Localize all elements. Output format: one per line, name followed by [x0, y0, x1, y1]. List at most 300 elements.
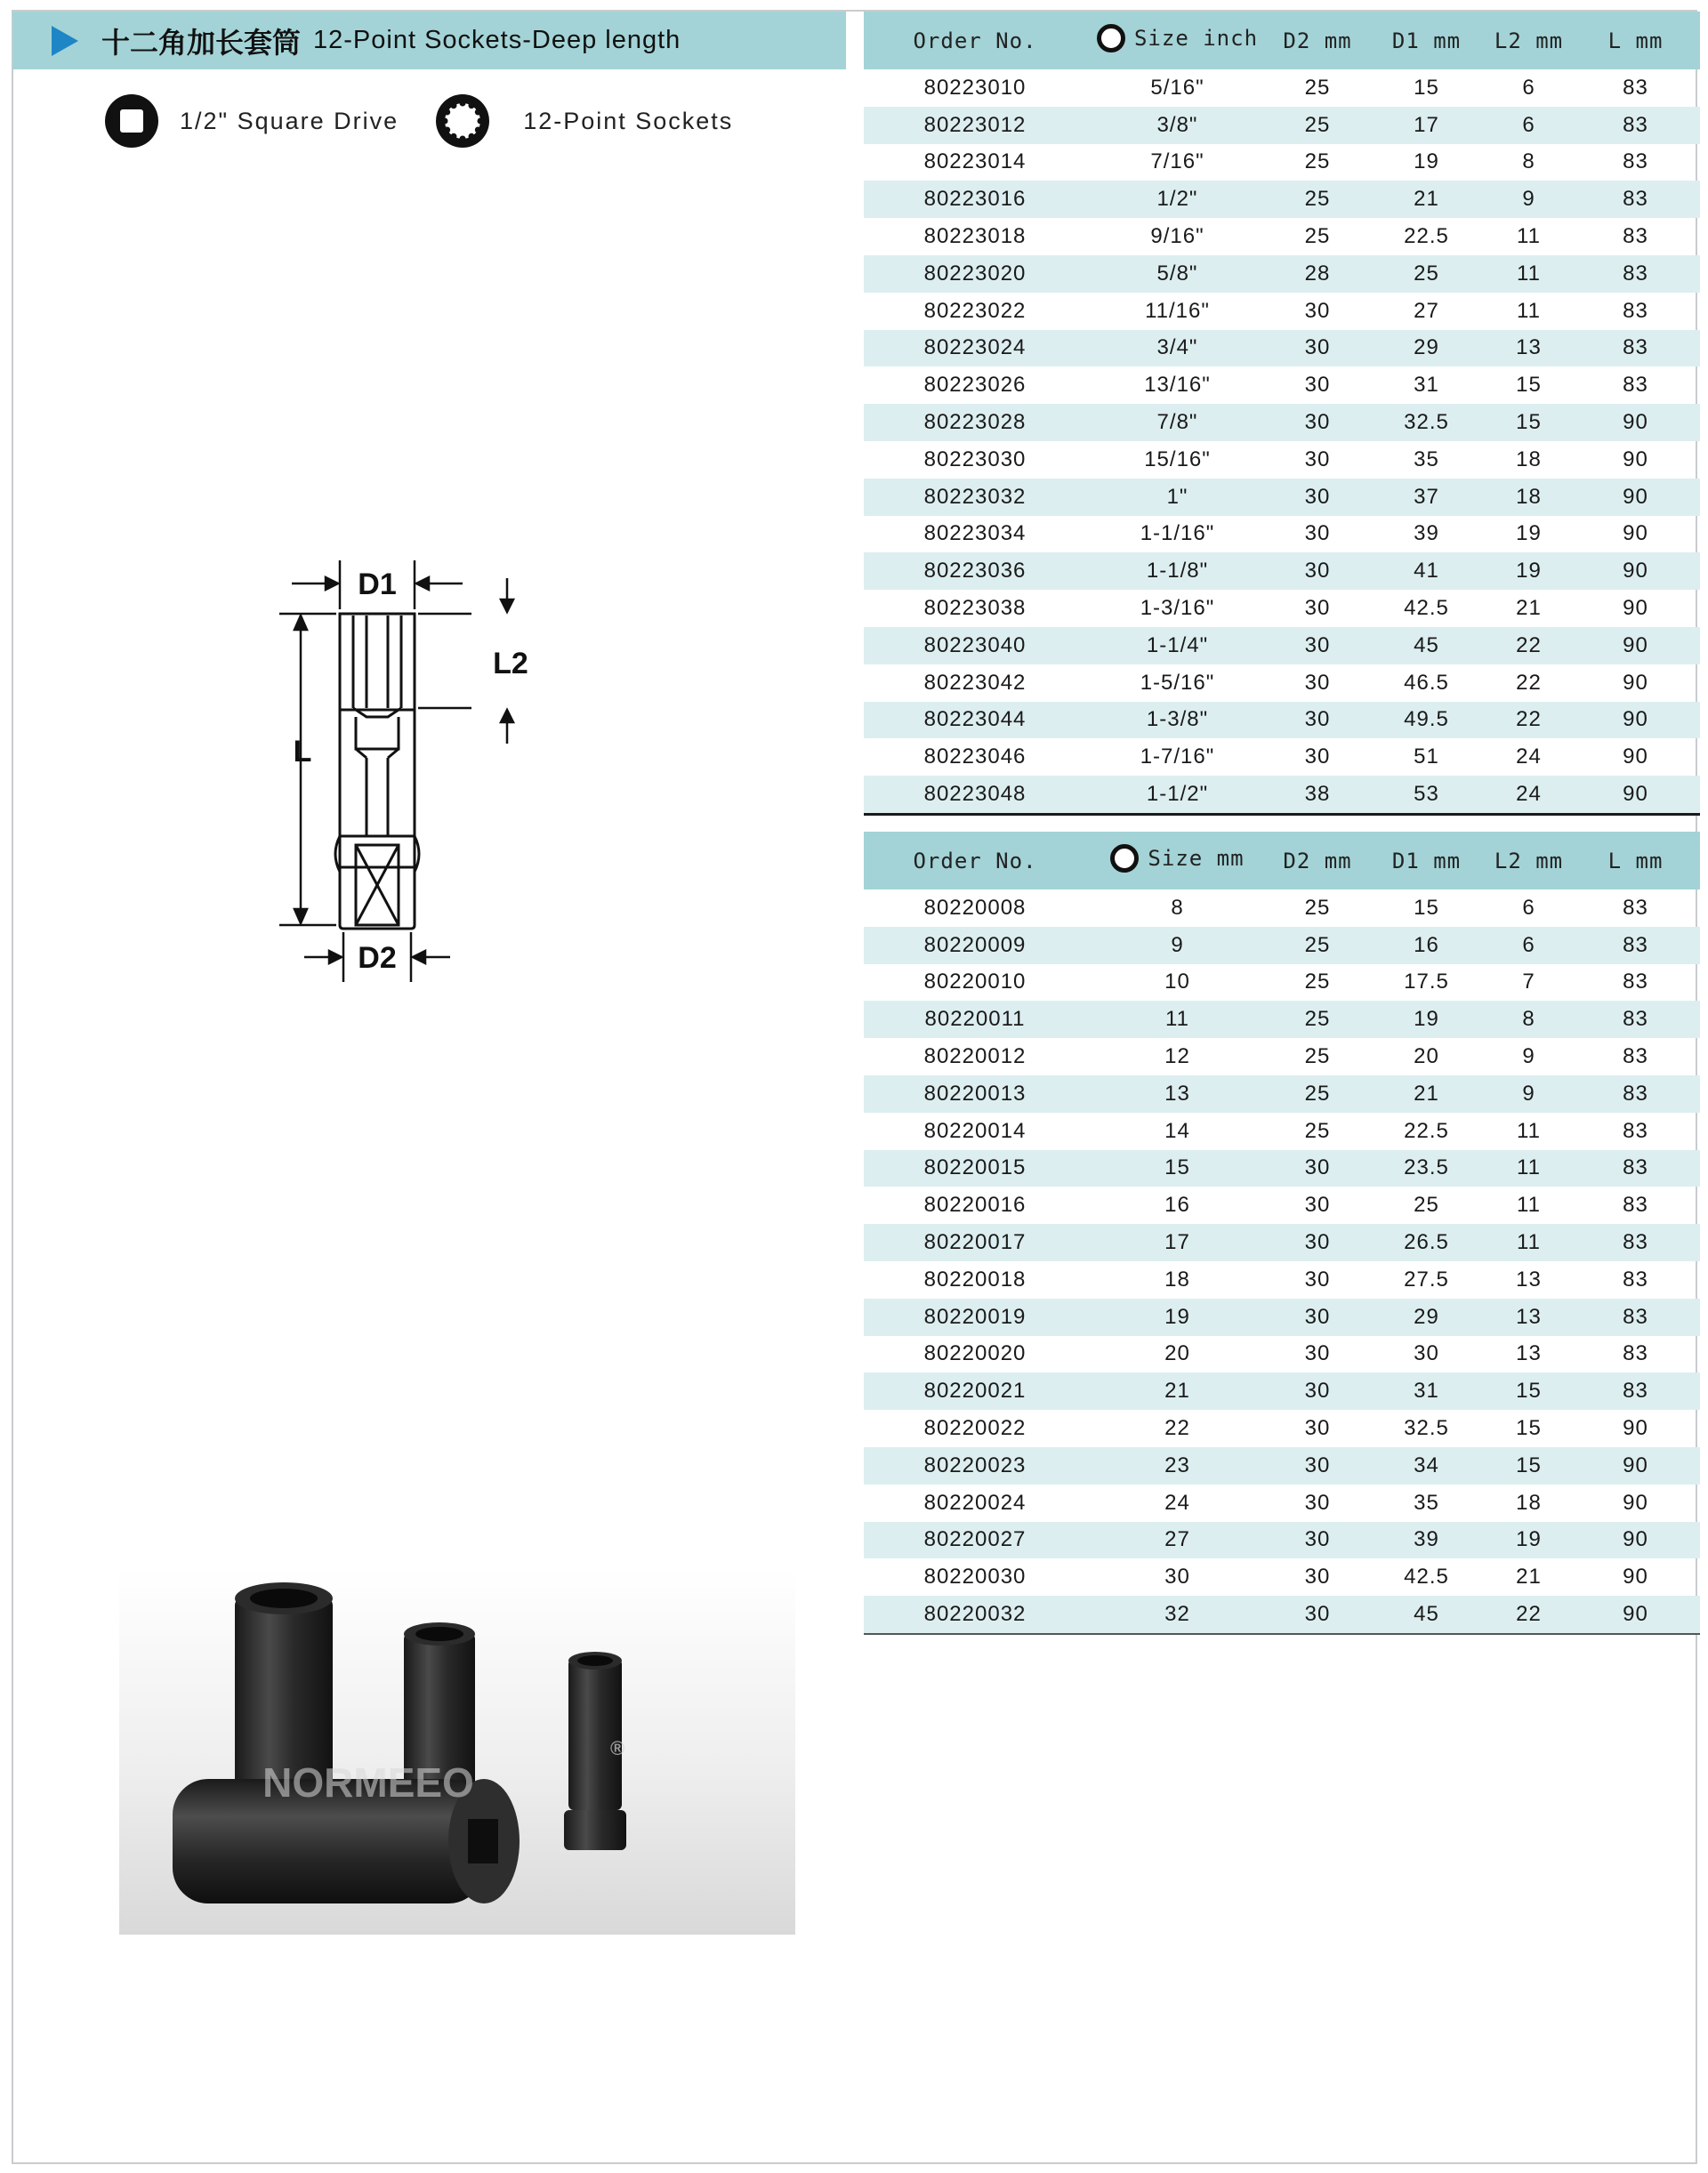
cell-d1: 27.5: [1404, 1267, 1449, 1292]
table-row: [864, 776, 1700, 814]
cell-size: 1-3/16": [1140, 596, 1215, 621]
table-row: [864, 1522, 1700, 1559]
cell-d1: 15: [1414, 75, 1439, 100]
cell-order-no: 80220022: [923, 1416, 1027, 1441]
cell-order-no: 80223018: [923, 224, 1027, 249]
cell-l2: 11: [1486, 255, 1571, 293]
cell-order-no: 80220008: [923, 895, 1027, 920]
cell-d1: 19: [1366, 1001, 1486, 1038]
cell-d2: 30: [1269, 1522, 1366, 1559]
header-size-label: Size mm: [1148, 845, 1245, 871]
header-d1: D1 mm: [1366, 12, 1486, 69]
cell-order-no: 80220010: [923, 970, 1027, 994]
cell-order-no: 80223048: [864, 776, 1086, 814]
table-header-row: [864, 12, 1700, 69]
cell-order-no: 80223016: [864, 181, 1086, 218]
cell-l2: 15: [1486, 404, 1571, 441]
cell-d1: 49.5: [1366, 702, 1486, 739]
cell-l2: 15: [1516, 1416, 1542, 1441]
cell-order-no: 80223020: [864, 255, 1086, 293]
table-row: [864, 441, 1700, 479]
cell-order-no: 80220016: [923, 1193, 1027, 1218]
cell-d1: 31: [1414, 373, 1439, 398]
cell-l2: 18: [1516, 447, 1542, 471]
socket-ring-icon: [1097, 24, 1125, 52]
cell-size: 3/8": [1086, 107, 1269, 144]
cell-order-no: 80223022: [923, 298, 1027, 323]
cell-d2: 30: [1269, 479, 1366, 516]
cell-size: 5/16": [1150, 75, 1204, 100]
cell-l2: 6: [1522, 75, 1535, 100]
cell-d1: 29: [1366, 1299, 1486, 1336]
header-d1: D1 mm: [1366, 832, 1486, 889]
table-row: [864, 181, 1700, 218]
cell-d2: 25: [1304, 895, 1331, 920]
table-row: [864, 1485, 1700, 1522]
cell-d2: 30: [1269, 627, 1366, 664]
table-row: [864, 927, 1700, 964]
cell-l2: 21: [1516, 1565, 1542, 1590]
cell-d2: 30: [1304, 447, 1331, 471]
table-row: [864, 1410, 1700, 1447]
cell-l2: 11: [1517, 224, 1541, 249]
cell-l: 90: [1571, 627, 1700, 664]
cell-order-no: 80220011: [864, 1001, 1086, 1038]
table-header-row: [864, 832, 1700, 889]
cell-size: 9/16": [1150, 224, 1204, 249]
cell-size: 27: [1086, 1522, 1269, 1559]
drive-label: 1/2" Square Drive: [180, 107, 399, 134]
cell-d2: 30: [1269, 1224, 1366, 1261]
cell-order-no: 80223024: [864, 330, 1086, 367]
cell-l2: 21: [1516, 596, 1542, 621]
cell-order-no: 80220019: [864, 1299, 1086, 1336]
cell-l2: 22: [1486, 627, 1571, 664]
table-row: [864, 1447, 1700, 1485]
cell-d1: 26.5: [1366, 1224, 1486, 1261]
cell-l: 90: [1623, 521, 1648, 546]
cell-d2: 30: [1269, 330, 1366, 367]
cell-l2: 9: [1486, 1075, 1571, 1113]
cell-l2: 15: [1486, 1447, 1571, 1485]
cell-order-no: 80220013: [864, 1075, 1086, 1113]
table-row: [864, 738, 1700, 776]
cell-d1: 22.5: [1404, 224, 1449, 249]
cell-l: 83: [1623, 970, 1648, 994]
cell-l: 90: [1571, 1447, 1700, 1485]
cell-order-no: 80223044: [864, 702, 1086, 739]
cell-order-no: 80223028: [864, 404, 1086, 441]
cell-d2: 25: [1304, 149, 1331, 174]
cell-size: 15: [1086, 1150, 1269, 1187]
cell-d2: 25: [1269, 1075, 1366, 1113]
cell-d2: 30: [1269, 1299, 1366, 1336]
title-english: 12-Point Sockets-Deep length: [313, 26, 681, 54]
cell-order-no: 80223032: [864, 479, 1086, 516]
cell-size: 1-1/16": [1140, 521, 1215, 546]
cell-size: 23: [1086, 1447, 1269, 1485]
cell-order-no: 80220027: [864, 1522, 1086, 1559]
socket-ring-icon: [1110, 844, 1139, 873]
watermark-text: NORMEEO: [262, 1759, 474, 1806]
header-l: L mm: [1571, 832, 1700, 889]
cell-l2: 19: [1486, 1522, 1571, 1559]
header-l: L mm: [1571, 12, 1700, 69]
cell-d1: 19: [1414, 149, 1439, 174]
cell-order-no: 80223034: [923, 521, 1027, 546]
cell-l: 83: [1623, 1193, 1648, 1218]
cell-size: 24: [1164, 1490, 1190, 1515]
cell-d2: 30: [1304, 596, 1331, 621]
cell-d2: 30: [1304, 1490, 1331, 1515]
cell-d2: 30: [1269, 1447, 1366, 1485]
cell-size: 7/16": [1150, 149, 1204, 174]
cell-size: 1-1/8": [1086, 552, 1269, 590]
cell-d2: 30: [1269, 1596, 1366, 1634]
table-row: [864, 1596, 1700, 1634]
cell-order-no: 80220014: [923, 1118, 1027, 1143]
cell-order-no: 80223010: [923, 75, 1027, 100]
cell-d1: 25: [1366, 255, 1486, 293]
legend: [103, 91, 733, 151]
cell-size: 17: [1086, 1224, 1269, 1261]
cell-size: 1/2": [1086, 181, 1269, 218]
table-row: [864, 479, 1700, 516]
cell-size: 18: [1164, 1267, 1190, 1292]
cell-d1: 21: [1366, 1075, 1486, 1113]
table-row: [864, 1038, 1700, 1075]
header-l2: L2 mm: [1486, 832, 1571, 889]
cell-d1: 35: [1414, 447, 1439, 471]
cell-size: 12: [1164, 1044, 1190, 1069]
cell-l2: 24: [1486, 776, 1571, 814]
section-title-bar: [12, 12, 846, 69]
diagram-label-d2: D2: [358, 941, 397, 975]
cell-d2: 30: [1304, 521, 1331, 546]
cell-order-no: 80223036: [864, 552, 1086, 590]
table-row: [864, 1113, 1700, 1150]
cell-size: 10: [1164, 970, 1190, 994]
cell-l2: 11: [1517, 1118, 1541, 1143]
cell-l2: 13: [1516, 1267, 1542, 1292]
cell-d1: 34: [1366, 1447, 1486, 1485]
header-size: [1086, 832, 1269, 889]
cell-size: 5/8": [1086, 255, 1269, 293]
cell-order-no: 80223040: [864, 627, 1086, 664]
cell-l2: 11: [1517, 298, 1541, 323]
table-row: [864, 1261, 1700, 1299]
cell-d1: 23.5: [1366, 1150, 1486, 1187]
cell-size: 1-1/4": [1086, 627, 1269, 664]
cell-d1: 25: [1414, 1193, 1439, 1218]
cell-size: 3/4": [1086, 330, 1269, 367]
table-row: [864, 590, 1700, 627]
cell-d1: 27: [1414, 298, 1439, 323]
table-row: [864, 1336, 1700, 1373]
cell-d2: 30: [1269, 552, 1366, 590]
header-order-no: Order No.: [864, 832, 1086, 889]
cell-l: 83: [1623, 895, 1648, 920]
cell-size: 13: [1086, 1075, 1269, 1113]
cell-d2: 30: [1304, 1565, 1331, 1590]
header-size-label: Size inch: [1133, 25, 1259, 51]
cell-d1: 32.5: [1404, 1416, 1449, 1441]
cell-l: 83: [1571, 1075, 1700, 1113]
cell-l2: 8: [1522, 149, 1535, 174]
cell-l: 83: [1571, 330, 1700, 367]
cell-d2: 30: [1304, 1267, 1331, 1292]
square-drive-icon: [103, 93, 160, 149]
cell-l: 90: [1571, 552, 1700, 590]
twelve-point-socket-icon: [434, 93, 491, 149]
cell-l2: 9: [1522, 1044, 1535, 1069]
table-row: [864, 1075, 1700, 1113]
cell-l: 83: [1623, 149, 1648, 174]
cell-d1: 45: [1366, 627, 1486, 664]
table-row: [864, 218, 1700, 255]
cell-l: 83: [1571, 1224, 1700, 1261]
play-arrow-icon: [52, 26, 78, 56]
cell-l: 90: [1623, 1416, 1648, 1441]
cell-order-no: 80220018: [923, 1267, 1027, 1292]
cell-size: 21: [1086, 1372, 1269, 1410]
cell-size: 16: [1164, 1193, 1190, 1218]
cell-l2: 24: [1516, 744, 1542, 769]
title-chinese: 十二角加长套筒: [101, 25, 302, 60]
cell-l: 90: [1623, 744, 1648, 769]
cell-d2: 30: [1304, 373, 1331, 398]
table-row: [864, 255, 1700, 293]
cell-l2: 13: [1486, 330, 1571, 367]
table-row: [864, 107, 1700, 144]
cell-d1: 16: [1366, 927, 1486, 964]
cell-d2: 30: [1304, 670, 1331, 695]
cell-size: 9: [1086, 927, 1269, 964]
table-row: [864, 1558, 1700, 1596]
cell-d1: 41: [1366, 552, 1486, 590]
diagram-label-l: L: [293, 735, 312, 769]
cell-l: 83: [1571, 1001, 1700, 1038]
cell-l2: 18: [1516, 1490, 1542, 1515]
cell-d2: 30: [1304, 1416, 1331, 1441]
cell-order-no: 80223014: [923, 149, 1027, 174]
cell-order-no: 80223042: [923, 670, 1027, 695]
cell-d2: 25: [1269, 107, 1366, 144]
cell-d2: 25: [1304, 970, 1331, 994]
cell-l2: 8: [1486, 1001, 1571, 1038]
cell-l: 90: [1623, 670, 1648, 695]
cell-l2: 6: [1522, 895, 1535, 920]
cell-order-no: 80220020: [923, 1341, 1027, 1366]
cell-l: 90: [1571, 404, 1700, 441]
cell-d2: 30: [1304, 298, 1331, 323]
cell-size: 20: [1164, 1341, 1190, 1366]
cell-l: 83: [1623, 1118, 1648, 1143]
cell-d1: 21: [1366, 181, 1486, 218]
cell-size: 13/16": [1144, 373, 1211, 398]
table-row: [864, 702, 1700, 739]
cell-d2: 30: [1304, 744, 1331, 769]
cell-order-no: 80223030: [923, 447, 1027, 471]
cell-l2: 13: [1516, 1341, 1542, 1366]
cell-l2: 11: [1517, 1193, 1541, 1218]
cell-l: 83: [1623, 1341, 1648, 1366]
table-row: [864, 627, 1700, 664]
cell-size: 11: [1086, 1001, 1269, 1038]
cell-d1: 32.5: [1366, 404, 1486, 441]
cell-l2: 6: [1486, 927, 1571, 964]
cell-l: 83: [1623, 224, 1648, 249]
registered-mark: ®: [610, 1737, 625, 1759]
cell-l: 90: [1571, 776, 1700, 814]
diagram-label-d1: D1: [358, 567, 397, 601]
cell-d1: 29: [1366, 330, 1486, 367]
header-d2: D2 mm: [1269, 832, 1366, 889]
cell-l: 83: [1571, 1299, 1700, 1336]
cell-d1: 37: [1366, 479, 1486, 516]
cell-d2: 25: [1269, 927, 1366, 964]
cell-order-no: 80223046: [923, 744, 1027, 769]
cell-l: 90: [1571, 479, 1700, 516]
table-row: [864, 330, 1700, 367]
cell-l2: 11: [1486, 1150, 1571, 1187]
table-row: [864, 1224, 1700, 1261]
cell-size: 30: [1164, 1565, 1190, 1590]
cell-d1: 46.5: [1404, 670, 1449, 695]
cell-size: 14: [1164, 1118, 1190, 1143]
table-row: [864, 664, 1700, 702]
cell-l2: 6: [1486, 107, 1571, 144]
cell-d2: 25: [1304, 224, 1331, 249]
cell-l2: 7: [1522, 970, 1535, 994]
cell-order-no: 80220023: [864, 1447, 1086, 1485]
cell-order-no: 80223026: [923, 373, 1027, 398]
cell-d2: 25: [1269, 181, 1366, 218]
cell-size: 11/16": [1145, 298, 1210, 323]
cell-order-no: 80223038: [923, 596, 1027, 621]
cell-d1: 53: [1366, 776, 1486, 814]
cell-l: 83: [1571, 181, 1700, 218]
cell-d1: 42.5: [1404, 1565, 1449, 1590]
cell-order-no: 80220017: [864, 1224, 1086, 1261]
cell-order-no: 80220030: [923, 1565, 1027, 1590]
cell-order-no: 80220015: [864, 1150, 1086, 1187]
cell-l: 90: [1571, 702, 1700, 739]
cell-l2: 13: [1486, 1299, 1571, 1336]
cell-l2: 19: [1516, 521, 1542, 546]
cell-l: 90: [1623, 1565, 1648, 1590]
cell-size: 32: [1086, 1596, 1269, 1634]
table-row: [864, 404, 1700, 441]
cell-l: 83: [1623, 1044, 1648, 1069]
cell-order-no: 80220032: [864, 1596, 1086, 1634]
cell-l: 83: [1623, 298, 1648, 323]
header-l2: L2 mm: [1486, 12, 1571, 69]
cell-l: 83: [1571, 927, 1700, 964]
cell-l: 83: [1571, 1372, 1700, 1410]
cell-l2: 15: [1516, 373, 1542, 398]
cell-d1: 35: [1414, 1490, 1439, 1515]
table-row: [864, 1150, 1700, 1187]
cell-size: 1-3/8": [1086, 702, 1269, 739]
cell-size: 8: [1171, 895, 1184, 920]
cell-l2: 22: [1486, 1596, 1571, 1634]
table-row: [864, 1187, 1700, 1224]
socket-dimension-diagram: [267, 551, 560, 987]
header-order-no: Order No.: [864, 12, 1086, 69]
cell-d1: 20: [1414, 1044, 1439, 1069]
cell-l: 83: [1571, 255, 1700, 293]
cell-l: 83: [1571, 1150, 1700, 1187]
cell-d2: 25: [1269, 1001, 1366, 1038]
cell-l: 90: [1623, 596, 1648, 621]
cell-l2: 9: [1486, 181, 1571, 218]
cell-size: 1-1/2": [1086, 776, 1269, 814]
cell-d1: 51: [1414, 744, 1439, 769]
header-d2: D2 mm: [1269, 12, 1366, 69]
cell-size: 19: [1086, 1299, 1269, 1336]
cell-size: 1": [1086, 479, 1269, 516]
cell-d1: 31: [1366, 1372, 1486, 1410]
cell-d1: 39: [1366, 1522, 1486, 1559]
cell-d1: 42.5: [1404, 596, 1449, 621]
cell-d2: 25: [1304, 75, 1331, 100]
cell-d2: 30: [1304, 1193, 1331, 1218]
cell-size: 22: [1164, 1416, 1190, 1441]
cell-l2: 22: [1516, 670, 1542, 695]
cell-order-no: 80220012: [923, 1044, 1027, 1069]
cell-l: 83: [1623, 75, 1648, 100]
cell-l2: 19: [1486, 552, 1571, 590]
inch-size-table: [864, 12, 1700, 816]
cell-d1: 17: [1366, 107, 1486, 144]
cell-size: 1-5/16": [1140, 670, 1215, 695]
cell-d1: 15: [1414, 895, 1439, 920]
table-row: [864, 1372, 1700, 1410]
cell-d2: 38: [1269, 776, 1366, 814]
cell-d1: 22.5: [1404, 1118, 1449, 1143]
cell-l2: 22: [1486, 702, 1571, 739]
cell-size: 1-7/16": [1140, 744, 1215, 769]
table-row: [864, 552, 1700, 590]
cell-l2: 18: [1486, 479, 1571, 516]
cell-d2: 30: [1304, 1341, 1331, 1366]
table-row: [864, 293, 1700, 330]
table-row: [864, 964, 1700, 1002]
cell-d2: 28: [1269, 255, 1366, 293]
cell-size: 15/16": [1144, 447, 1211, 471]
table-row: [864, 1299, 1700, 1336]
table-row: [864, 366, 1700, 404]
diagram-label-l2: L2: [493, 647, 528, 680]
cell-l: 90: [1623, 447, 1648, 471]
cell-order-no: 80220021: [864, 1372, 1086, 1410]
cell-d2: 25: [1304, 1044, 1331, 1069]
cell-l: 83: [1623, 373, 1648, 398]
cell-order-no: 80220024: [923, 1490, 1027, 1515]
product-photo: [119, 1570, 795, 1935]
cell-l: 83: [1571, 107, 1700, 144]
cell-l: 83: [1623, 1267, 1648, 1292]
table-row: [864, 516, 1700, 553]
cell-d2: 30: [1269, 1372, 1366, 1410]
cell-size: 7/8": [1086, 404, 1269, 441]
cell-l: 90: [1623, 1490, 1648, 1515]
header-size: [1086, 12, 1269, 69]
table-row: [864, 1001, 1700, 1038]
cell-l: 90: [1571, 1522, 1700, 1559]
metric-size-table: [864, 832, 1700, 1635]
